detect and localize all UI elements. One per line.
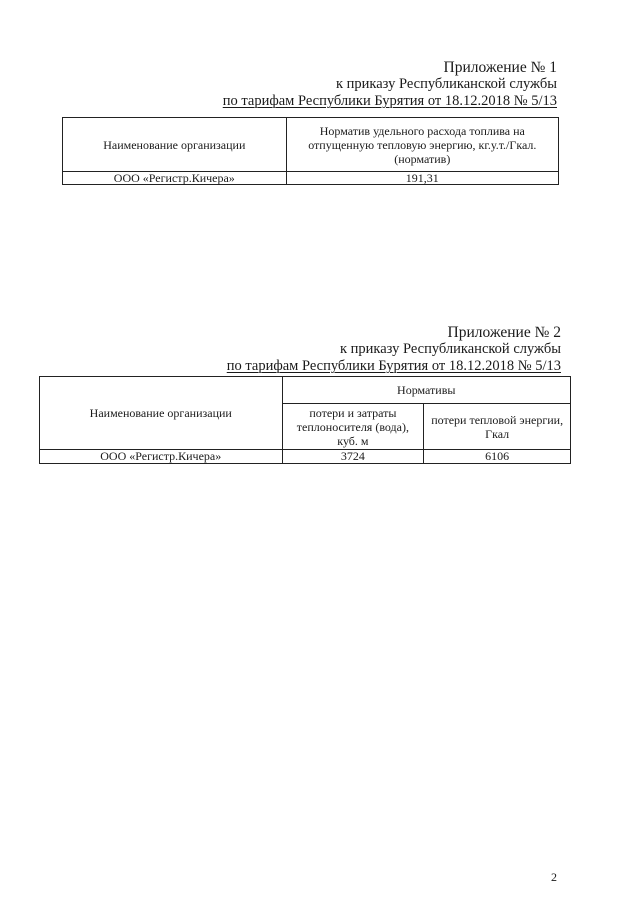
- appendix-1-title: Приложение № 1: [443, 59, 557, 76]
- cell-heat-losses: 6106: [424, 450, 571, 464]
- appendix-1-order-line: к приказу Республиканской службы: [335, 76, 557, 92]
- page-number: 2: [551, 870, 557, 884]
- appendix-2-order-line: к приказу Республиканской службы: [339, 341, 561, 357]
- appendix-1-date-line: по тарифам Республики Бурятия от 18.12.2018 № 5/13: [222, 93, 557, 109]
- appendix-2-date-line: по тарифам Республики Бурятия от 18.12.2018 № 5/13: [226, 358, 561, 374]
- table-row: [40, 450, 571, 464]
- header-organization: Наименование организации: [63, 118, 287, 172]
- header-norms-group: Нормативы: [282, 377, 571, 404]
- appendix-2-heading: [227, 324, 561, 375]
- cell-fuel-norm: 191,31: [286, 172, 558, 185]
- appendix-1-table: [62, 117, 559, 185]
- header-organization: Наименование организации: [40, 377, 283, 450]
- header-coolant-losses: потери и затраты теплоносителя (вода), куб. м: [282, 404, 424, 450]
- cell-organization: ООО «Регистр.Кичера»: [40, 450, 283, 464]
- cell-coolant-losses: 3724: [282, 450, 424, 464]
- table-row: [63, 172, 559, 185]
- appendix-2-title: Приложение № 2: [447, 324, 561, 341]
- header-heat-losses: потери тепловой энергии, Гкал: [424, 404, 571, 450]
- appendix-1-heading: [223, 59, 557, 110]
- header-fuel-norm: Норматив удельного расхода топлива на отпущенную тепловую энергию, кг.у.т./Гкал. (норматив): [286, 118, 558, 172]
- table-header-row: [63, 118, 559, 172]
- appendix-2-table: [39, 376, 571, 464]
- table-header-row: [40, 377, 571, 404]
- cell-organization: ООО «Регистр.Кичера»: [63, 172, 287, 185]
